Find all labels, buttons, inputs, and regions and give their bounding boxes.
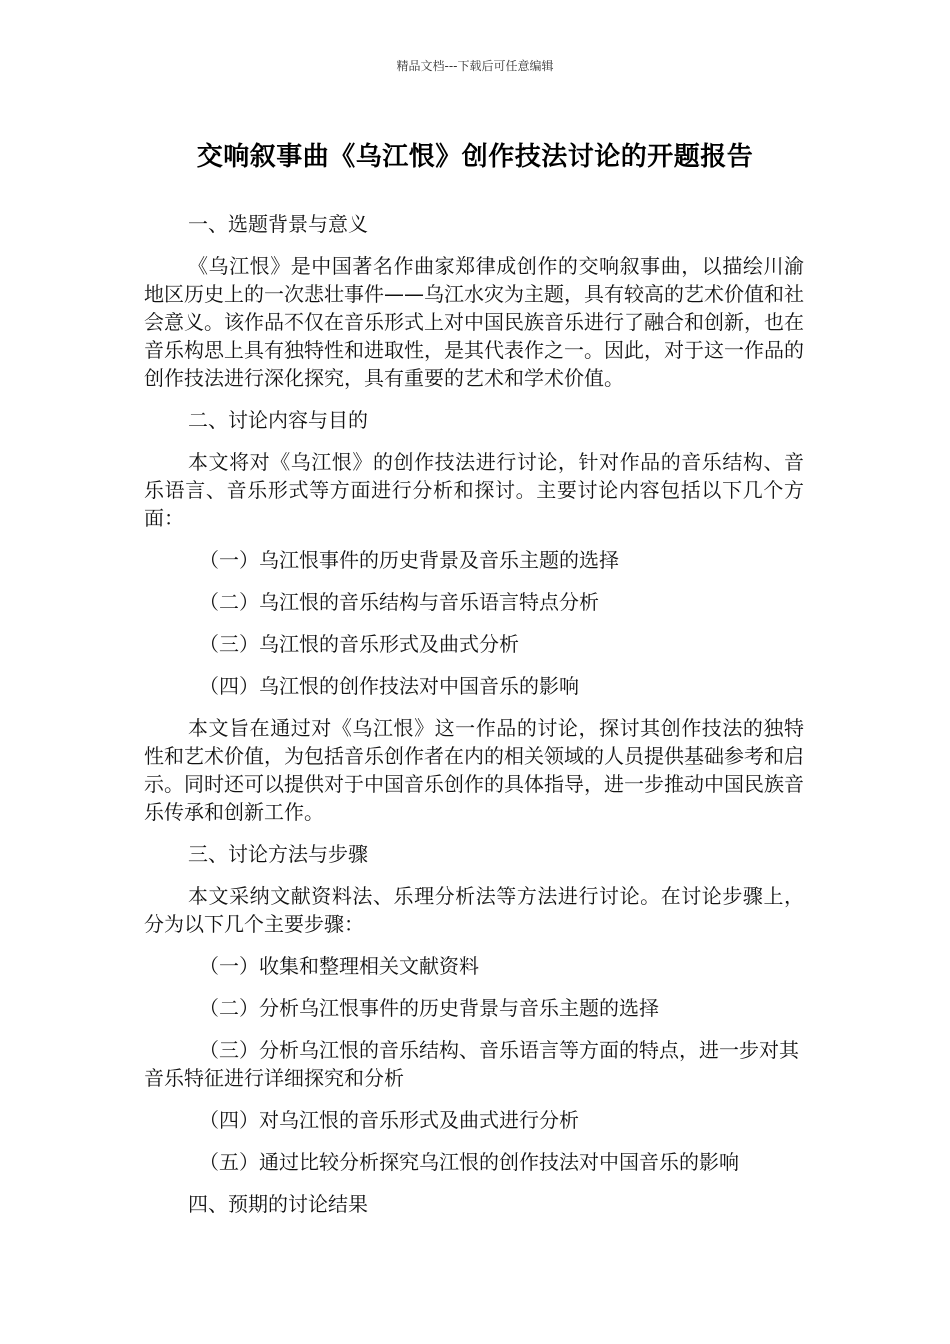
method-list-item: （四）对乌江恨的音乐形式及曲式进行分析	[199, 1108, 579, 1132]
section-paragraph-method-intro: 本文采纳文献资料法、乐理分析法等方法进行讨论。在讨论步骤上，分为以下几个主要步骤：	[144, 884, 804, 936]
method-list-item: （五）通过比较分析探究乌江恨的创作技法对中国音乐的影响	[199, 1150, 739, 1174]
section-paragraph-content-intro: 本文将对《乌江恨》的创作技法进行讨论，针对作品的音乐结构、音乐语言、音乐形式等方面进行分析和探讨。主要讨论内容包括以下几个方面：	[144, 450, 804, 530]
method-list-item: （二）分析乌江恨事件的历史背景与音乐主题的选择	[199, 996, 659, 1020]
section-heading-method: 三、讨论方法与步骤	[188, 842, 368, 866]
section-heading-content: 二、讨论内容与目的	[188, 408, 368, 432]
content-list-item: （二）乌江恨的音乐结构与音乐语言特点分析	[199, 590, 599, 614]
header-note: 精品文档---下载后可任意编辑	[396, 59, 554, 73]
content-list-item: （一）乌江恨事件的历史背景及音乐主题的选择	[199, 548, 619, 572]
content-list-item: （三）乌江恨的音乐形式及曲式分析	[199, 632, 519, 656]
method-list-item: （三）分析乌江恨的音乐结构、音乐语言等方面的特点，进一步对其音乐特征进行详细探究和分析	[144, 1038, 799, 1090]
document-title: 交响叙事曲《乌江恨》创作技法讨论的开题报告	[196, 142, 754, 172]
method-list-item: （一）收集和整理相关文献资料	[199, 954, 479, 978]
section-paragraph-background: 《乌江恨》是中国著名作曲家郑律成创作的交响叙事曲，以描绘川渝地区历史上的一次悲壮事件——乌江水灾为主题，具有较高的艺术价值和社会意义。该作品不仅在音乐形式上对中国民族音乐进行了融合和创新，也在音乐构思上具有独特性和进取性，是其代表作之一。因此，对于这一作品的创作技法进行深化探究，具有重要的艺术和学术价值。	[144, 254, 804, 390]
document-body	[144, 210, 804, 1232]
section-paragraph-content-closing: 本文旨在通过对《乌江恨》这一作品的讨论，探讨其创作技法的独特性和艺术价值，为包括音乐创作者在内的相关领域的人员提供基础参考和启示。同时还可以提供对于中国音乐创作的具体指导，进一步推动中国民族音乐传承和创新工作。	[144, 716, 804, 824]
content-list-item: （四）乌江恨的创作技法对中国音乐的影响	[199, 674, 579, 698]
section-heading-results: 四、预期的讨论结果	[188, 1192, 368, 1216]
section-heading-background: 一、选题背景与意义	[188, 212, 368, 236]
